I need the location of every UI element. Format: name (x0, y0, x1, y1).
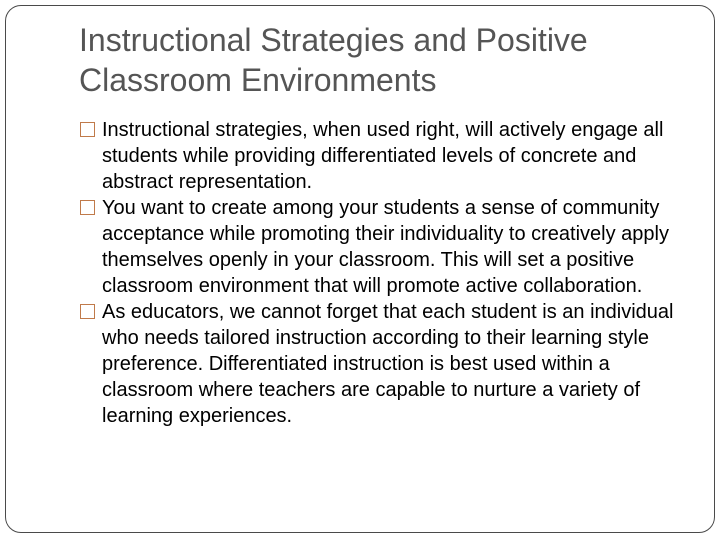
bullet-text: You want to create among your students a sense of community acceptance while promoting their individuality to creatively apply themselves openly in your classroom. This will set a positive classroom environment that will promote active collaboration. (102, 197, 669, 297)
hollow-square-icon (80, 304, 95, 319)
bullet-item (80, 117, 700, 195)
bullet-item (80, 195, 700, 299)
hollow-square-icon (80, 200, 95, 215)
bullet-list (80, 117, 700, 429)
bullet-text: As educators, we cannot forget that each student is an individual who needs tailored instruction according to their learning style preference. Differentiated instruction is best used within a classroom where teachers are capable to nurture a variety of learning experiences. (102, 301, 674, 427)
bullet-item (80, 299, 700, 429)
bullet-text: Instructional strategies, when used right, will actively engage all students while providing differentiated levels of concrete and abstract representation. (102, 119, 664, 193)
hollow-square-icon (80, 122, 95, 137)
slide-title: Instructional Strategies and Positive Classroom Environments (79, 22, 588, 98)
